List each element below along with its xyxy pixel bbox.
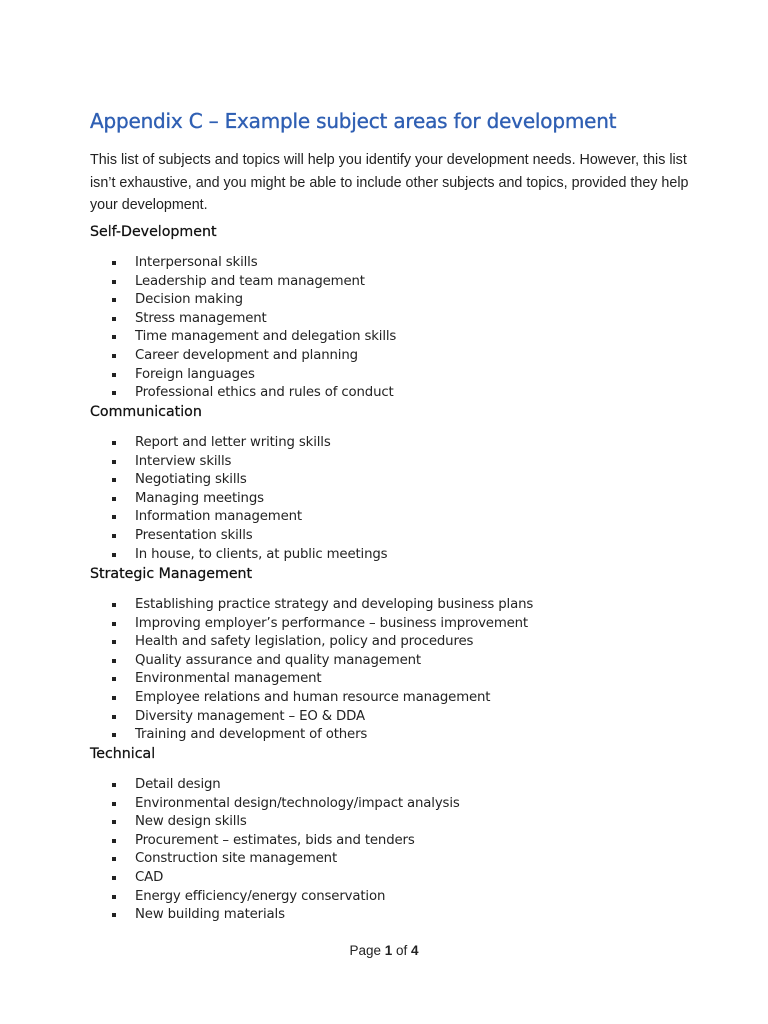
list-item: Employee relations and human resource management (112, 689, 533, 708)
bullet-icon (112, 441, 116, 445)
strategic-management-list (112, 596, 533, 745)
bullet-icon (112, 857, 116, 861)
bullet-icon (112, 460, 116, 464)
list-item: Interview skills (112, 453, 387, 472)
list-item: Negotiating skills (112, 471, 387, 490)
list-item: Construction site management (112, 850, 460, 869)
document-title: Appendix C – Example subject areas for development (90, 109, 617, 133)
bullet-icon (112, 783, 116, 787)
self-development-list (112, 254, 396, 403)
bullet-icon (112, 622, 116, 626)
bullet-icon (112, 478, 116, 482)
list-item: In house, to clients, at public meetings (112, 546, 387, 565)
bullet-icon (112, 335, 116, 339)
bullet-icon (112, 913, 116, 917)
bullet-icon (112, 317, 116, 321)
bullet-icon (112, 261, 116, 265)
list-item: Professional ethics and rules of conduct (112, 384, 396, 403)
list-item: Decision making (112, 291, 396, 310)
bullet-icon (112, 515, 116, 519)
communication-list (112, 434, 387, 564)
list-item: Quality assurance and quality management (112, 652, 533, 671)
list-item: Leadership and team management (112, 273, 396, 292)
section-heading-communication: Communication (90, 404, 202, 420)
bullet-icon (112, 354, 116, 358)
bullet-icon (112, 373, 116, 377)
list-item: Career development and planning (112, 347, 396, 366)
list-item: Environmental management (112, 670, 533, 689)
intro-paragraph: This list of subjects and topics will help you identify your development needs. However, this list isn’t exhaustive, and you might be able to include other subjects and topics, provided they help your development. (90, 152, 689, 213)
list-item: Diversity management – EO & DDA (112, 708, 533, 727)
bullet-icon (112, 802, 116, 806)
page-footer (0, 943, 768, 958)
list-item: Information management (112, 508, 387, 527)
technical-list (112, 776, 460, 925)
bullet-icon (112, 659, 116, 663)
bullet-icon (112, 298, 116, 302)
bullet-icon (112, 280, 116, 284)
bullet-icon (112, 603, 116, 607)
list-item: New building materials (112, 906, 460, 925)
section-heading-strategic-management: Strategic Management (90, 566, 253, 582)
list-item: New design skills (112, 813, 460, 832)
section-heading-self-development: Self-Development (90, 224, 217, 240)
list-item: Establishing practice strategy and developing business plans (112, 596, 533, 615)
bullet-icon (112, 839, 116, 843)
bullet-icon (112, 715, 116, 719)
list-item: Report and letter writing skills (112, 434, 387, 453)
current-page-number: 1 (384, 943, 393, 958)
bullet-icon (112, 553, 116, 557)
list-item: Environmental design/technology/impact analysis (112, 795, 460, 814)
section-heading-technical: Technical (90, 746, 156, 762)
list-item: Presentation skills (112, 527, 387, 546)
page-label: Page (349, 943, 381, 958)
list-item: Foreign languages (112, 366, 396, 385)
total-pages-number: 4 (411, 943, 419, 958)
list-item: Training and development of others (112, 726, 533, 745)
bullet-icon (112, 497, 116, 501)
bullet-icon (112, 640, 116, 644)
list-item: Energy efficiency/energy conservation (112, 888, 460, 907)
list-item: Stress management (112, 310, 396, 329)
list-item: Procurement – estimates, bids and tenders (112, 832, 460, 851)
list-item: Interpersonal skills (112, 254, 396, 273)
bullet-icon (112, 391, 116, 395)
bullet-icon (112, 696, 116, 700)
list-item: Improving employer’s performance – business improvement (112, 615, 533, 634)
list-item: CAD (112, 869, 460, 888)
bullet-icon (112, 733, 116, 737)
of-label: of (396, 943, 408, 958)
bullet-icon (112, 895, 116, 899)
bullet-icon (112, 876, 116, 880)
list-item: Managing meetings (112, 490, 387, 509)
list-item: Detail design (112, 776, 460, 795)
bullet-icon (112, 534, 116, 538)
bullet-icon (112, 820, 116, 824)
list-item: Health and safety legislation, policy and procedures (112, 633, 533, 652)
list-item: Time management and delegation skills (112, 328, 396, 347)
bullet-icon (112, 677, 116, 681)
